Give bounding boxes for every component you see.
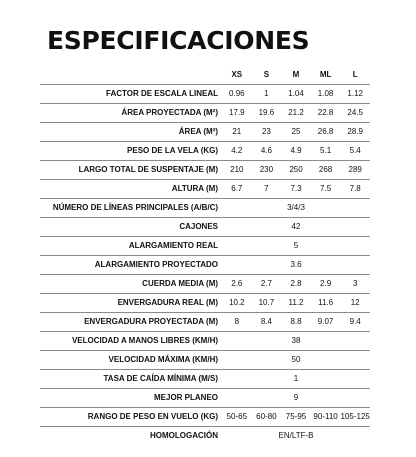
spec-label: MEJOR PLANEO: [154, 393, 219, 402]
spec-label: ÁREA (M²): [178, 127, 219, 136]
table-row: [40, 180, 370, 199]
spec-value: 105-125: [340, 412, 370, 421]
spec-value: 11.2: [288, 298, 304, 307]
spec-value: 1.04: [288, 89, 304, 98]
spec-value-shared: 38: [291, 336, 301, 345]
size-header-xs: XS: [231, 70, 243, 79]
spec-value: 7: [264, 184, 269, 193]
spec-value: 12: [350, 298, 360, 307]
spec-value: 9.4: [349, 317, 361, 326]
spec-value: 8.4: [260, 317, 272, 326]
spec-value: 250: [289, 165, 303, 174]
spec-value-shared: 3/4/3: [287, 203, 305, 212]
table-row: [40, 218, 370, 237]
spec-label: NÚMERO DE LÍNEAS PRINCIPALES (A/B/C): [52, 203, 219, 212]
spec-value: 75-95: [285, 412, 307, 421]
table-row: [40, 142, 370, 161]
table-row: [40, 256, 370, 275]
spec-value: 6.7: [231, 184, 243, 193]
spec-label: ALARGAMIENTO REAL: [128, 241, 219, 250]
spec-value: 21: [232, 127, 242, 136]
spec-value-shared: 42: [291, 222, 301, 231]
spec-value: 10.2: [229, 298, 245, 307]
table-row: [40, 275, 370, 294]
size-header-s: S: [263, 70, 270, 79]
spec-value: 1.08: [317, 89, 334, 98]
spec-value: 7.5: [320, 184, 332, 193]
spec-value: 2.8: [290, 279, 302, 288]
spec-value: 5.1: [320, 146, 332, 155]
spec-label: FACTOR DE ESCALA LINEAL: [106, 89, 219, 98]
spec-value: 4.6: [260, 146, 272, 155]
spec-value: 268: [318, 165, 333, 174]
spec-value: 60-80: [256, 412, 277, 421]
table-row: [40, 351, 370, 370]
spec-label: ALARGAMIENTO PROYECTADO: [94, 260, 219, 269]
table-row: [40, 332, 370, 351]
spec-value: 90-110: [313, 412, 338, 421]
spec-value-shared: 50: [291, 355, 301, 364]
spec-value: 2.9: [320, 279, 332, 288]
spec-value-shared: EN/LTF-B: [278, 431, 314, 440]
spec-label: HOMOLOGACIÓN: [150, 431, 219, 440]
table-row: [40, 161, 370, 180]
size-header-row: [40, 66, 370, 85]
table-row: [40, 123, 370, 142]
table-row: [40, 427, 370, 446]
table-row: [40, 370, 370, 389]
spec-value-shared: 3.6: [290, 260, 302, 269]
spec-value: 1: [264, 89, 269, 98]
spec-value: 21.2: [288, 108, 304, 117]
table-row: [40, 104, 370, 123]
size-header-ml: ML: [319, 70, 332, 79]
spec-value: 7.8: [349, 184, 361, 193]
header-spacer: [40, 66, 222, 85]
spec-value-shared: 5: [293, 241, 299, 250]
table-row: [40, 199, 370, 218]
spec-value: 22.8: [317, 108, 334, 117]
spec-value-shared: 9: [293, 393, 299, 402]
spec-value: 4.9: [290, 146, 302, 155]
spec-value: 5.4: [349, 146, 361, 155]
spec-value: 3: [352, 279, 358, 288]
spec-label: ENVERGADURA REAL (M): [117, 298, 219, 307]
spec-value: 11.6: [318, 298, 334, 307]
spec-label: CUERDA MEDIA (M): [142, 279, 219, 288]
spec-value: 50-65: [226, 412, 248, 421]
spec-value: 289: [348, 165, 362, 174]
spec-label: VELOCIDAD MÁXIMA (KM/H): [108, 355, 219, 364]
spec-label: TASA DE CAÍDA MÍNIMA (M/S): [103, 374, 219, 383]
spec-label: ENVERGADURA PROYECTADA (M): [84, 317, 219, 326]
table-row: [40, 237, 370, 256]
table-body: [40, 85, 370, 446]
spec-value: 9.07: [317, 317, 334, 326]
spec-value: 28.9: [347, 127, 363, 136]
spec-value: 26.8: [317, 127, 334, 136]
spec-value: 4.2: [231, 146, 243, 155]
spec-label: RANGO DE PESO EN VUELO (KG): [87, 412, 219, 421]
spec-value: 8: [234, 317, 240, 326]
spec-value: 19.6: [258, 108, 275, 117]
table-header: [40, 66, 370, 85]
table-row: [40, 313, 370, 332]
spec-value: 2.6: [231, 279, 243, 288]
spec-label: CAJONES: [179, 222, 219, 231]
table-row: [40, 389, 370, 408]
size-header-l: L: [352, 70, 358, 79]
spec-value: 8.8: [290, 317, 302, 326]
spec-label: PESO DE LA VELA (KG): [127, 146, 219, 155]
spec-value: 7.3: [290, 184, 302, 193]
specifications-table: [40, 66, 370, 445]
spec-value: 24.5: [347, 108, 363, 117]
spec-value: 23: [261, 127, 271, 136]
spec-value-shared: 1: [293, 374, 299, 383]
spec-value: 1.12: [347, 89, 363, 98]
size-header-m: M: [292, 70, 300, 79]
page-title: ESPECIFICACIONES: [47, 26, 310, 55]
spec-label: ALTURA (M): [171, 184, 219, 193]
spec-value: 25: [291, 127, 301, 136]
spec-value: 10.7: [258, 298, 275, 307]
table-row: [40, 408, 370, 427]
spec-value: 17.9: [229, 108, 245, 117]
spec-value: 0.96: [229, 89, 245, 98]
table-row: [40, 85, 370, 104]
spec-value: 230: [259, 165, 274, 174]
spec-label: ÁREA PROYECTADA (M²): [121, 108, 219, 117]
spec-value: 2.7: [260, 279, 272, 288]
spec-value: 210: [230, 165, 244, 174]
spec-label: VELOCIDAD A MANOS LIBRES (KM/H): [71, 336, 219, 345]
spec-label: LARGO TOTAL DE SUSPENTAJE (M): [78, 165, 219, 174]
table-row: [40, 294, 370, 313]
